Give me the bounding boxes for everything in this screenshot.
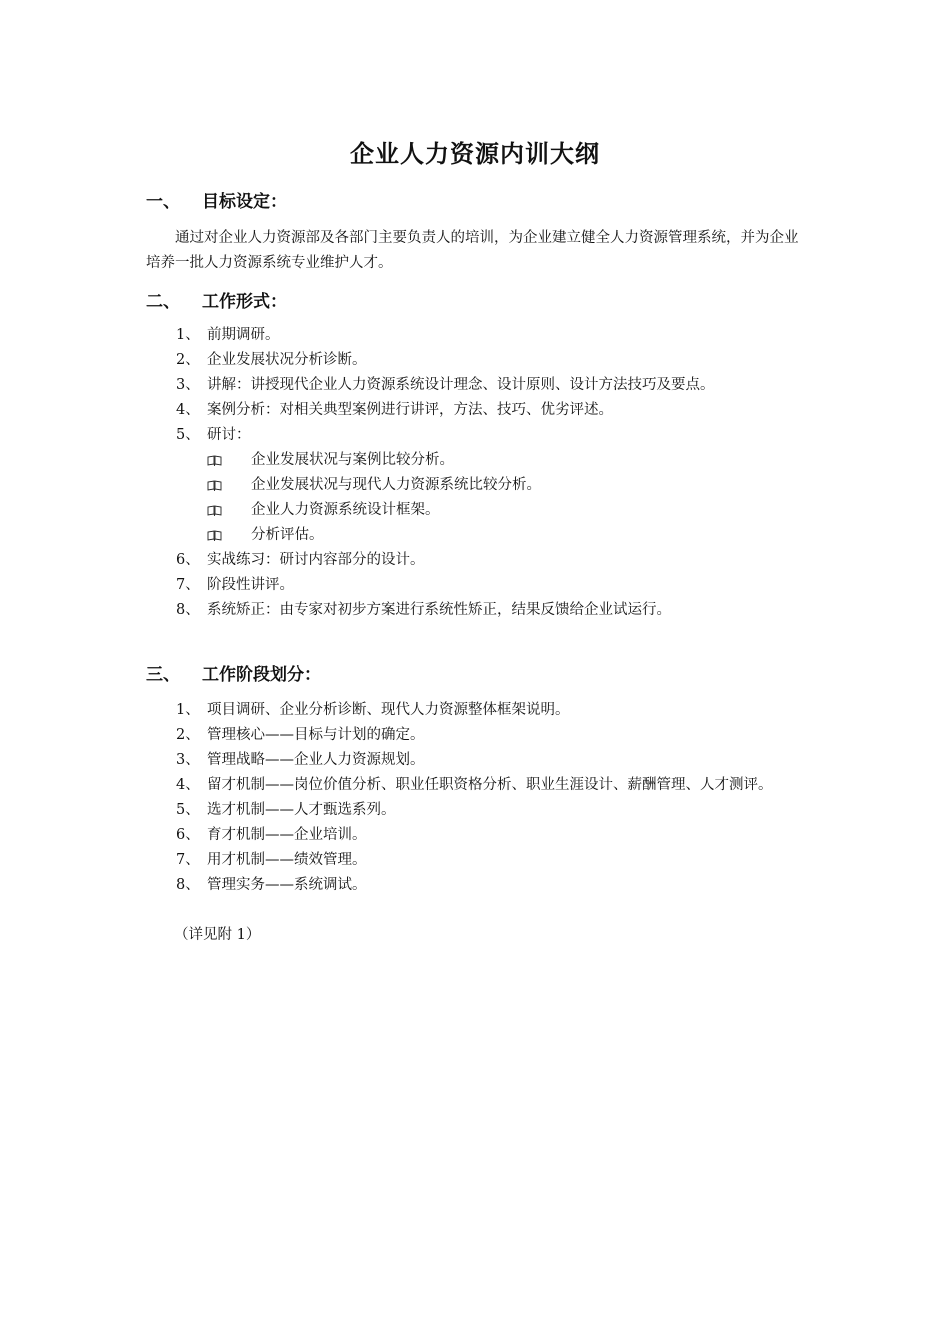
- list-index: 8、: [176, 877, 200, 893]
- list-text: 阶段性讲评。: [207, 577, 294, 593]
- list-text: 实战练习：研讨内容部分的设计。: [207, 552, 425, 568]
- section-number: 三、: [146, 665, 180, 685]
- sublist-text: 企业发展状况与案例比较分析。: [251, 452, 454, 468]
- list-text: 管理战略——企业人力资源规划。: [207, 752, 425, 768]
- list-item: [176, 698, 816, 723]
- list-index: 3、: [176, 752, 200, 768]
- list-item: [176, 848, 816, 873]
- sublist-item: [207, 473, 816, 498]
- list-item: [176, 398, 816, 423]
- list-index: 1、: [176, 327, 200, 343]
- sublist-item: [207, 498, 816, 523]
- list-item: [176, 773, 816, 798]
- list-text: 系统矫正：由专家对初步方案进行系统性矫正，结果反馈给企业试运行。: [207, 602, 671, 618]
- list-item: [176, 373, 816, 398]
- list-item: [176, 573, 816, 598]
- sublist-item: [207, 448, 816, 473]
- list-index: 3、: [176, 377, 200, 393]
- list-index: 2、: [176, 727, 200, 743]
- list-index: 6、: [176, 552, 200, 568]
- section-title: 目标设定：: [202, 192, 287, 212]
- sublist-text: 分析评估。: [251, 527, 324, 543]
- sublist-text: 企业人力资源系统设计框架。: [251, 502, 440, 518]
- list-text: 用才机制——绩效管理。: [207, 852, 367, 868]
- section-title: 工作阶段划分：: [202, 665, 321, 685]
- section-heading-goals: [146, 190, 287, 214]
- work-phases-list: [176, 698, 816, 898]
- list-item: [176, 748, 816, 773]
- goals-paragraph: 通过对企业人力资源部及各部门主要负责人的培训，为企业建立健全人力资源管理系统，并为企业培养一批人力资源系统专业维护人才。: [146, 230, 799, 271]
- section-heading-work-form: [146, 290, 287, 314]
- list-index: 5、: [176, 427, 200, 443]
- book-icon: [207, 530, 222, 541]
- sublist-item: [207, 523, 816, 548]
- list-index: 2、: [176, 352, 200, 368]
- list-item: [176, 548, 816, 573]
- list-text: 案例分析：对相关典型案例进行讲评，方法、技巧、优劣评述。: [207, 402, 613, 418]
- list-index: 7、: [176, 852, 200, 868]
- book-icon: [207, 480, 222, 491]
- list-index: 4、: [176, 777, 200, 793]
- list-item: [176, 598, 816, 623]
- list-text: 企业发展状况分析诊断。: [207, 352, 367, 368]
- section-number: 一、: [146, 192, 180, 212]
- list-item: [176, 423, 816, 548]
- list-index: 6、: [176, 827, 200, 843]
- section-heading-work-phases: [146, 663, 321, 687]
- list-text: 项目调研、企业分析诊断、现代人力资源整体框架说明。: [207, 702, 570, 718]
- list-text: 前期调研。: [207, 327, 280, 343]
- list-item: [176, 723, 816, 748]
- list-index: 7、: [176, 577, 200, 593]
- list-index: 5、: [176, 802, 200, 818]
- book-icon: [207, 455, 222, 466]
- list-text: 选才机制——人才甄选系列。: [207, 802, 396, 818]
- list-text: 讲解：讲授现代企业人力资源系统设计理念、设计原则、设计方法技巧及要点。: [207, 377, 715, 393]
- page-title: 企业人力资源内训大纲: [350, 140, 600, 168]
- list-index: 1、: [176, 702, 200, 718]
- list-index: 8、: [176, 602, 200, 618]
- section-title: 工作形式：: [202, 292, 287, 312]
- list-item: [176, 873, 816, 898]
- list-item: [176, 798, 816, 823]
- list-text: 管理实务——系统调试。: [207, 877, 367, 893]
- list-text: 管理核心——目标与计划的确定。: [207, 727, 425, 743]
- list-text: 留才机制——岗位价值分析、职业任职资格分析、职业生涯设计、薪酬管理、人才测评。: [207, 777, 773, 793]
- list-text: 研讨：: [207, 427, 251, 443]
- list-index: 4、: [176, 402, 200, 418]
- appendix-note: （详见附 1）: [174, 927, 261, 943]
- list-item: [176, 348, 816, 373]
- list-text: 育才机制——企业培训。: [207, 827, 367, 843]
- sublist-text: 企业发展状况与现代人力资源系统比较分析。: [251, 477, 541, 493]
- list-item: [176, 323, 816, 348]
- section-number: 二、: [146, 292, 180, 312]
- work-form-list: [176, 323, 816, 623]
- book-icon: [207, 505, 222, 516]
- list-item: [176, 823, 816, 848]
- discussion-sublist: [207, 448, 816, 548]
